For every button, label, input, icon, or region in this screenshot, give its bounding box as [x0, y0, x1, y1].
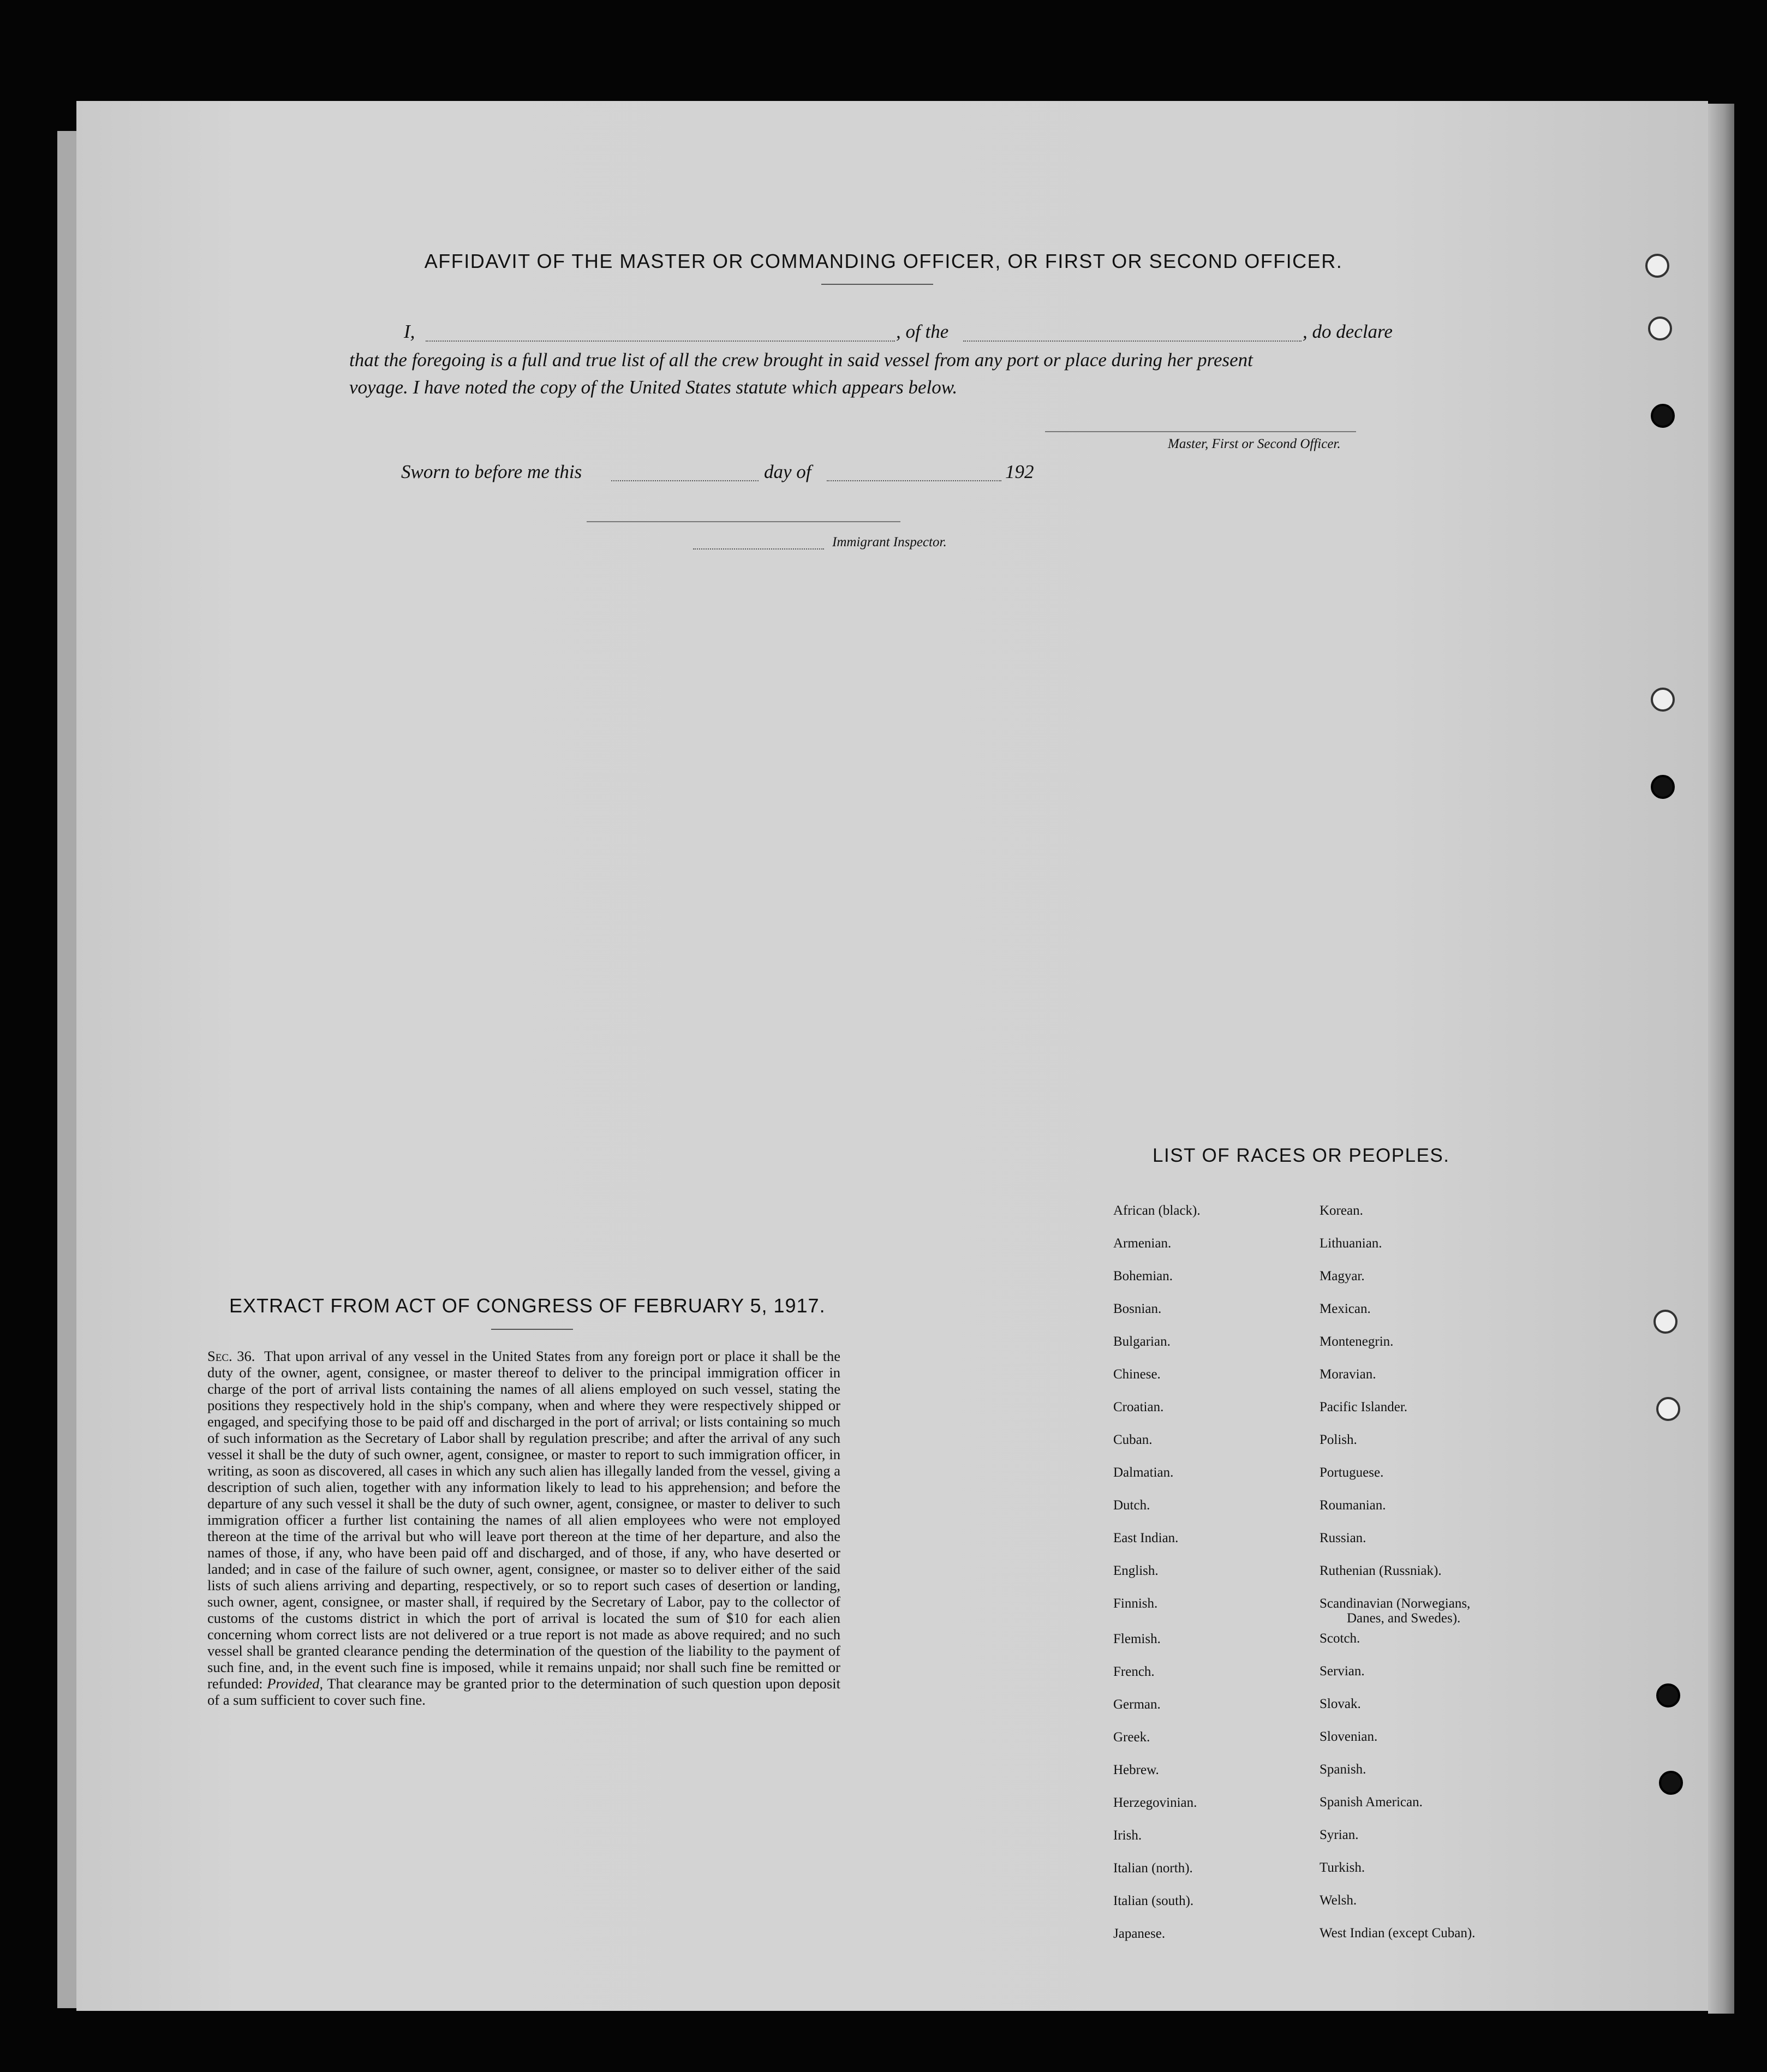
race-item: Irish. — [1113, 1828, 1142, 1843]
page-left-edge — [57, 131, 78, 2008]
sworn-prefix: Sworn to before me this — [401, 461, 582, 482]
punch-hole-icon — [1651, 404, 1675, 428]
race-item: Lithuanian. — [1320, 1236, 1382, 1251]
punch-hole-icon — [1656, 1397, 1680, 1421]
races-right-column — [1320, 1203, 1475, 1958]
race-item: Bosnian. — [1113, 1301, 1162, 1316]
extract-provided: Provided, — [267, 1675, 324, 1692]
race-item: Dalmatian. — [1113, 1465, 1174, 1480]
race-item: Portuguese. — [1320, 1465, 1384, 1480]
race-item: English. — [1113, 1563, 1159, 1578]
race-item: Slovenian. — [1320, 1729, 1378, 1744]
inspector-caption: Immigrant Inspector. — [832, 535, 947, 550]
race-item: Turkish. — [1320, 1860, 1365, 1875]
declaration-pronoun: I, — [404, 321, 415, 342]
race-item: Herzegovinian. — [1113, 1795, 1197, 1810]
race-item-line2: Danes, and Swedes). — [1347, 1611, 1461, 1626]
declaration-statement-line3: voyage. I have noted the copy of the United States statute which appears below. — [349, 377, 958, 398]
punch-hole-icon — [1651, 688, 1675, 712]
race-item: Welsh. — [1320, 1893, 1357, 1908]
declaration-do-declare: , do declare — [1303, 321, 1393, 342]
race-item: Moravian. — [1320, 1367, 1376, 1382]
race-item: Croatian. — [1113, 1400, 1164, 1414]
section-label: Sec. 36. — [207, 1348, 255, 1364]
race-item: Spanish. — [1320, 1762, 1366, 1777]
race-item: Hebrew. — [1113, 1763, 1159, 1777]
race-item: Greek. — [1113, 1730, 1150, 1745]
race-item: Bulgarian. — [1113, 1334, 1171, 1349]
race-item: Flemish. — [1113, 1632, 1161, 1646]
race-item: Scotch. — [1320, 1631, 1360, 1646]
inspector-signature-line[interactable] — [587, 521, 900, 522]
punch-hole-icon — [1648, 317, 1672, 341]
race-item: Magyar. — [1320, 1269, 1365, 1283]
extract-text-part1: That upon arrival of any vessel in the United States from any foreign port or place it shall be the duty of the owner, agent, consignee, or master thereof to deliver to the principal immigration officer in charge of the port of arrival lists containing the names of all aliens employed on such vessel, stating the positions they respectively hold in the ship's company, when and where they were respectively shipped or engaged, and specifying those to be paid off and discharged in the port of arrival; or lists containing so much of such information as the Secretary of Labor shall by regulation prescribe; and after the arrival of any such vessel it shall be the duty of such owner, agent, consignee, or master to report to such immigration officer, in writing, as soon as discovered, all cases in which any such alien has illegally landed from the vessel, giving a description of such alien, together with any information likely to lead to his apprehension; and before the departure of any such vessel it shall be the duty of such owner, agent, consignee, or master to deliver to such immigration officer a further list containing the names of all alien employees who were not employed thereon at the time of the arrival but who will leave port thereon at the time of her departure, and also the names of those, if any, who have been paid off and discharged, and of those, if any, who have deserted or landed; and in case of the failure of such owner, agent, consignee, or master so to deliver either of the said lists of such aliens arriving and departing, respectively, or so to report such cases of desertion or landing, such owner, agent, consignee, or master shall, if required by the Secretary of Labor, pay to the collector of customs of the customs district in which the port of arrival is located the sum of $10 for each alien concerning whom correct lists are not delivered or a true report is not made as above required; and no such vessel shall be granted clearance pending the determination of the question of the liability to the payment of such fine, and, in the event such fine is imposed, while it remains unpaid; nor shall such fine be remitted or refunded: — [207, 1348, 840, 1692]
race-item: Armenian. — [1113, 1236, 1172, 1251]
declaration-of-the: , of the — [896, 321, 949, 342]
extract-body — [207, 1348, 840, 1708]
punch-hole-icon — [1653, 1310, 1678, 1334]
race-item: Syrian. — [1320, 1828, 1359, 1842]
race-item: Bohemian. — [1113, 1269, 1173, 1283]
inspector-name-field[interactable] — [693, 548, 824, 550]
declarant-name-field[interactable] — [426, 341, 895, 342]
race-item: Montenegrin. — [1320, 1334, 1394, 1349]
sworn-year-prefix: 192 — [1005, 461, 1034, 482]
sworn-month-field[interactable] — [827, 480, 1001, 481]
race-item: Russian. — [1320, 1531, 1366, 1545]
punch-hole-icon — [1656, 1683, 1680, 1707]
title-divider — [821, 284, 933, 285]
race-item: East Indian. — [1113, 1531, 1179, 1545]
race-item: Italian (north). — [1113, 1861, 1193, 1876]
race-item: Spanish American. — [1320, 1795, 1423, 1810]
extract-title-divider — [491, 1329, 573, 1330]
signature-caption: Master, First or Second Officer. — [1168, 437, 1341, 451]
race-item: Polish. — [1320, 1432, 1357, 1447]
race-item: Finnish. — [1113, 1596, 1158, 1611]
sworn-day-of: day of — [764, 461, 811, 482]
races-title: LIST OF RACES OR PEOPLES. — [1153, 1145, 1450, 1166]
race-item: Dutch. — [1113, 1498, 1150, 1513]
race-item: Japanese. — [1113, 1926, 1166, 1941]
race-item: Mexican. — [1320, 1301, 1371, 1316]
punch-hole-icon — [1651, 775, 1675, 799]
extract-text-part2: That clearance may be granted prior to the determination of such question upon deposit of a sum sufficient to cover such fine. — [207, 1675, 841, 1708]
extract-title: EXTRACT FROM ACT OF CONGRESS OF FEBRUARY 5, 1917. — [229, 1294, 826, 1317]
affidavit-title: AFFIDAVIT OF THE MASTER OR COMMANDING OFFICER, OR FIRST OR SECOND OFFICER. — [424, 250, 1343, 272]
race-item-line1: Scandinavian (Norwegians, — [1320, 1596, 1471, 1611]
race-item: Ruthenian (Russniak). — [1320, 1563, 1442, 1578]
page-right-edge — [1708, 104, 1734, 2014]
race-item — [1320, 1596, 1475, 1626]
race-item: Italian (south). — [1113, 1894, 1194, 1908]
race-item: African (black). — [1113, 1203, 1201, 1218]
race-item: Cuban. — [1113, 1432, 1153, 1447]
race-item: German. — [1113, 1697, 1161, 1712]
sworn-day-field[interactable] — [611, 480, 759, 481]
race-item: Pacific Islander. — [1320, 1400, 1408, 1414]
race-item: French. — [1113, 1664, 1155, 1679]
race-item: Roumanian. — [1320, 1498, 1386, 1513]
races-left-column — [1113, 1203, 1201, 1959]
signature-line[interactable] — [1045, 431, 1356, 432]
vessel-name-field[interactable] — [963, 341, 1302, 342]
punch-hole-icon — [1659, 1771, 1683, 1795]
race-item: Servian. — [1320, 1664, 1365, 1679]
declaration-statement-line2: that the foregoing is a full and true list of all the crew brought in said vessel from any port or place during her present — [349, 349, 1253, 371]
race-item: West Indian (except Cuban). — [1320, 1926, 1476, 1940]
race-item: Korean. — [1320, 1203, 1363, 1218]
race-item: Slovak. — [1320, 1697, 1361, 1711]
race-item: Chinese. — [1113, 1367, 1161, 1382]
